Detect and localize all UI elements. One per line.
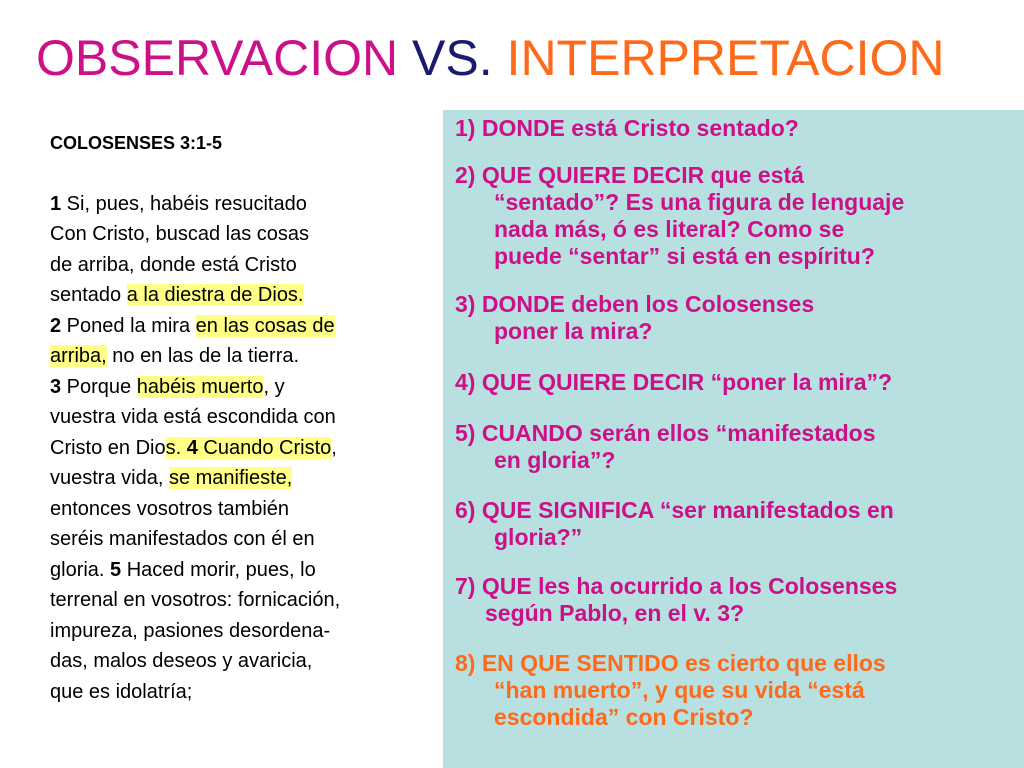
- title-vs: VS.: [412, 30, 493, 86]
- passage-line: das, malos deseos y avaricia,: [50, 650, 313, 672]
- passage-line: [50, 280, 440, 311]
- question-3: [455, 291, 814, 345]
- highlighted-phrase: arriba,: [50, 345, 107, 367]
- passage-text: Porque: [61, 375, 137, 398]
- question-text: 1) DONDE está Cristo sentado?: [455, 115, 799, 141]
- question-text: 2) QUE QUIERE DECIR que está: [455, 162, 804, 188]
- passage-text: s.: [165, 436, 187, 459]
- passage-text: ,: [331, 436, 337, 459]
- passage-text: no en las de la tierra.: [106, 345, 300, 367]
- slide-title: [36, 28, 945, 88]
- passage-text: Cristo en Dio: [50, 436, 166, 459]
- question-text: en gloria”?: [494, 447, 616, 473]
- questions-panel: [443, 110, 1024, 768]
- question-text: puede “sentar” si está en espíritu?: [494, 243, 875, 269]
- passage-line: Con Cristo, buscad las cosas: [50, 223, 310, 245]
- question-text: nada más, ó es literal? Como se: [494, 216, 845, 242]
- question-text: 8) EN QUE SENTIDO es cierto que ellos: [455, 650, 886, 676]
- highlighted-phrase: se manifieste,: [168, 467, 293, 489]
- verse-number: 4: [186, 436, 198, 459]
- passage-text: Cuando Cristo: [197, 436, 332, 459]
- passage-line: seréis manifestados con él en: [50, 528, 315, 550]
- passage-line: vuestra vida está escondida con: [50, 406, 336, 428]
- question-1: [455, 115, 799, 142]
- highlighted-phrase: [166, 437, 332, 459]
- highlighted-phrase: habéis muerto: [136, 375, 264, 398]
- question-6: [455, 497, 894, 551]
- question-7: [455, 573, 897, 627]
- passage-line: [50, 311, 440, 342]
- question-5: [455, 420, 876, 474]
- passage-text: vuestra vida,: [50, 467, 169, 489]
- question-8: [455, 650, 886, 731]
- passage-text: Poned la mira: [61, 314, 196, 337]
- question-text: 4) QUE QUIERE DECIR “poner la mira”?: [455, 369, 893, 395]
- question-text: según Pablo, en el v. 3?: [485, 600, 745, 626]
- passage-line: [50, 341, 440, 372]
- question-2: [455, 162, 904, 270]
- passage-line: terrenal en vosotros: fornicación,: [50, 589, 341, 611]
- question-text: poner la mira?: [494, 318, 653, 344]
- passage-line: [50, 189, 440, 220]
- passage-text: , y: [263, 375, 285, 398]
- title-interpretacion: INTERPRETACION: [506, 30, 945, 86]
- highlighted-phrase: en las cosas de: [195, 314, 335, 337]
- verse-number: 3: [50, 375, 62, 398]
- question-text: 7) QUE les ha ocurrido a los Colosenses: [455, 573, 898, 599]
- passage-line: de arriba, donde está Cristo: [50, 253, 297, 276]
- question-text: “sentado”? Es una figura de lenguaje: [494, 189, 905, 215]
- scripture-passage: [50, 128, 440, 707]
- passage-line: [50, 372, 440, 403]
- title-observacion: OBSERVACION: [36, 30, 399, 86]
- highlighted-phrase: a la diestra de Dios.: [126, 284, 304, 306]
- question-text: “han muerto”, y que su vida “está: [494, 677, 865, 703]
- passage-text: Si, pues, habéis resucitado: [61, 192, 307, 215]
- question-text: 6) QUE SIGNIFICA “ser manifestados en: [455, 497, 894, 523]
- passage-line: [50, 463, 440, 494]
- passage-line: [50, 433, 440, 464]
- passage-line: que es idolatría;: [50, 680, 193, 703]
- passage-line: impureza, pasiones desordena-: [50, 619, 331, 642]
- passage-line: entonces vosotros también: [50, 497, 290, 520]
- passage-line: [50, 555, 440, 586]
- passage-text: gloria.: [50, 558, 111, 581]
- question-text: 5) CUANDO serán ellos “manifestados: [455, 420, 876, 446]
- verse-number: 2: [50, 314, 62, 337]
- question-text: gloria?”: [494, 524, 583, 550]
- verse-number: 5: [110, 558, 122, 581]
- passage-text: sentado: [50, 284, 127, 306]
- question-text: 3) DONDE deben los Colosenses: [455, 291, 815, 317]
- question-text: escondida” con Cristo?: [494, 704, 754, 730]
- verse-number: 1: [50, 192, 62, 215]
- passage-reference: COLOSENSES 3:1-5: [50, 133, 223, 153]
- passage-text: Haced morir, pues, lo: [121, 558, 316, 581]
- question-4: [455, 369, 892, 396]
